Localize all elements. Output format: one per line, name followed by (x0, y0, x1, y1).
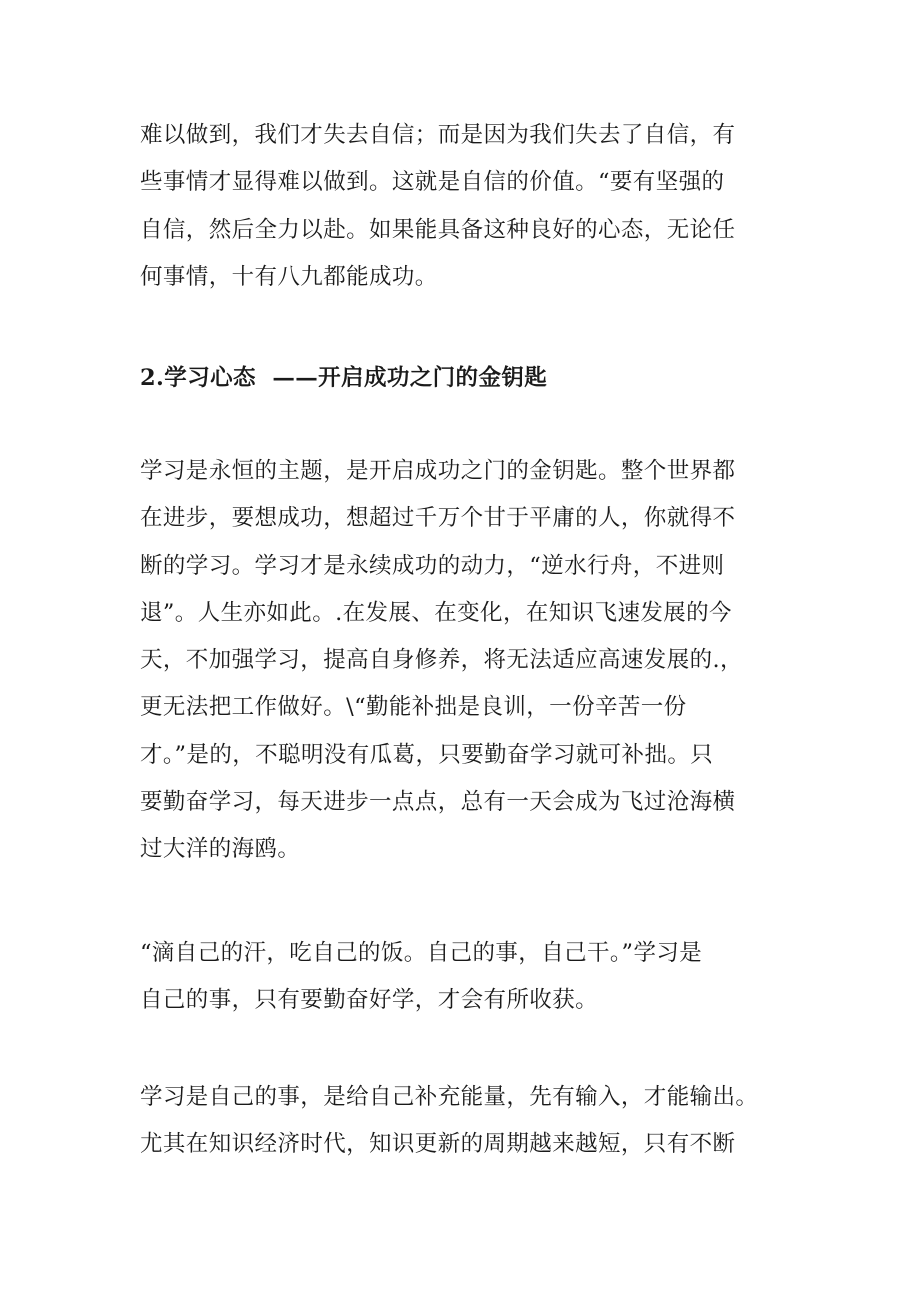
paragraph-knowledge-economy (140, 1074, 790, 1169)
text-line: 天，不加强学习，提高自身修养，将无法适应高速发展的.， (140, 647, 743, 674)
text-line: 更无法把工作做好。\“勤能补拙是良训，一份辛苦一份 (140, 694, 687, 721)
text-line: 自己的事，只有要勤奋好学，才会有所收获。 (140, 987, 599, 1014)
text-line: 自信，然后全力以赴。如果能具备这种良好的心态，无论任 (140, 216, 736, 243)
section-heading: 2.学习心态 ——开启成功之门的金钥匙 (140, 365, 548, 391)
text-line: 在进步，要想成功，想超过千万个甘于平庸的人，你就得不 (140, 505, 736, 532)
paragraph-confidence-conclusion (140, 112, 790, 301)
paragraph-learning-theme (140, 448, 790, 874)
text-line: 退”。人生亦如此。.在发展、在变化，在知识飞速发展的今 (140, 599, 732, 626)
text-line: 断的学习。学习才是永续成功的动力，“逆水行舟，不进则 (140, 552, 725, 579)
text-line: 过大洋的海鸥。 (140, 836, 301, 863)
text-line: 学习是自己的事，是给自己补充能量，先有输入，才能输出。 (140, 1084, 759, 1110)
text-line: 难以做到，我们才失去自信；而是因为我们失去了自信，有 (140, 122, 736, 148)
text-line: 要勤奋学习，每天进步一点点，总有一天会成为飞过沧海横 (140, 789, 736, 816)
text-line: “滴自己的汗，吃自己的饭。自己的事，自己干。”学习是 (140, 940, 703, 966)
text-line: 何事情，十有八九都能成功。 (140, 263, 438, 290)
paragraph-self-reliance (140, 930, 790, 1025)
text-line: 些事情才显得难以做到。这就是自信的价值。“要有坚强的 (140, 169, 725, 196)
text-line: 尤其在知识经济时代，知识更新的周期越来越短，只有不断 (140, 1131, 736, 1158)
text-line: 学习是永恒的主题，是开启成功之门的金钥匙。整个世界都 (140, 458, 736, 484)
text-line: 才。”是的，不聪明没有瓜葛，只要勤奋学习就可补拙。只 (140, 741, 714, 768)
